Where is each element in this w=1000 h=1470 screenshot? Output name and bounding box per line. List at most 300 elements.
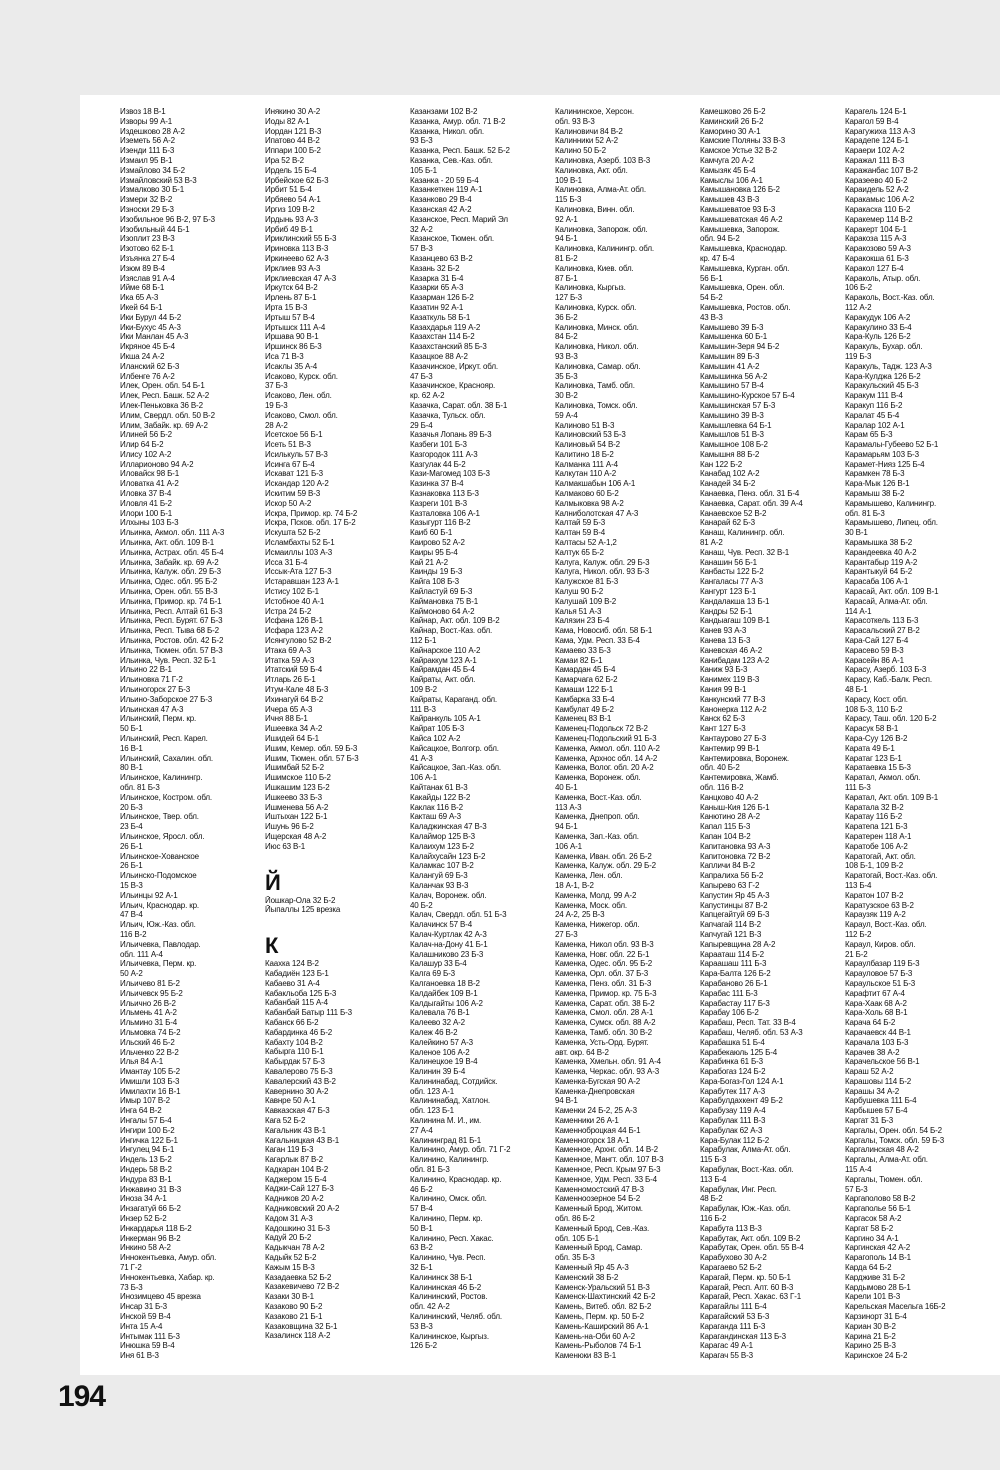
index-entry: Ишимское 110 Б-2 [265,773,331,783]
index-entry: Иркутск 64 В-2 [265,283,318,293]
index-entry: Камышенка 60 Б-1 [700,332,768,342]
index-entry: Калуга, Калуж. обл. 29 Б-3 [555,557,650,567]
index-entry: Каменск-Шахтинский 42 Б-2 [555,1292,656,1302]
index-entry: Каджером 15 Б-4 [265,1174,327,1184]
index-entry: Караидель 52 А-2 [845,185,909,195]
index-entry: Карасай, Акт. обл. 109 В-1 [845,587,939,597]
index-entry: Июс 63 В-1 [265,841,306,851]
index-entry: Инякино 30 А-2 [265,107,321,116]
index-entry: Ильич, Юж.-Каз. обл. [120,920,196,930]
index-entry: Кадников 20 А-2 [265,1194,324,1204]
index-entry: Канютино 28 А-2 [700,812,760,822]
index-entry: Калач-Куртлак 42 А-3 [410,929,487,939]
index-entry: Инга 64 В-2 [120,1106,162,1116]
index-entry: кр. 47 Б-4 [700,253,735,263]
index-entry: Карабаш, Респ. Тат. 33 В-4 [700,1018,796,1028]
index-entry: Караколь, Вост.-Каз. обл. [845,293,935,303]
index-entry: Камаево 33 Б-3 [555,645,611,655]
index-entry: Ильмино 31 Б-4 [120,1018,178,1028]
index-entry: 106 Б-2 [845,283,872,293]
index-entry: 108 Б-1, 109 В-2 [845,861,903,871]
index-entry: Йыпаллы 125 врезка [265,905,341,915]
index-entry: Каинды 19 Б-3 [410,567,463,577]
index-entry: Канева 13 Б-3 [700,636,751,646]
index-entry: Карабогаз 124 Б-2 [700,1067,766,1077]
index-entry: Карасай, Алма-Ат. обл. [845,596,928,606]
index-entry: Кан 122 Б-2 [700,459,743,469]
index-entry: Казадаевка 52 Б-2 [265,1272,332,1282]
index-entry: Калеж 46 В-2 [410,1027,458,1037]
index-entry: обл. 123 Б-1 [410,1106,454,1116]
index-entry: Казанково 29 В-4 [410,195,472,205]
index-entry: Караузяк 119 А-2 [845,910,906,920]
index-entry: Изенди 111 Б-3 [120,146,175,156]
index-entry: Карабулак, Вост.-Каз. обл. [700,1165,794,1175]
index-entry: Каневская 46 А-2 [700,645,762,655]
index-entry: 27 Б-3 [555,929,578,939]
index-entry: Каймоново 64 А-2 [410,606,475,616]
index-entry: 109 В-1 [555,175,582,185]
index-entry: Казгулак 44 Б-2 [410,459,466,469]
index-entry: 115 Б-3 [555,195,582,205]
index-entry: Казанка, Амур. обл. 71 В-2 [410,116,506,126]
index-entry: Ильинка, Респ. Тыва 68 Б-2 [120,626,219,636]
index-entry: Калга 69 Б-3 [410,969,455,979]
index-entry: Казанское, Тюмен. обл. [410,234,495,244]
index-entry: Каменка, Калуж. обл. 29 Б-2 [555,861,656,871]
index-entry: Искушта 52 Б-2 [265,528,321,538]
index-entry: Измайловский 53 В-3 [120,175,197,185]
index-entry: Калиновка, Киев. обл. [555,263,634,273]
index-entry: Калиново 51 В-3 [555,420,615,430]
index-entry: Кабаево 31 А-4 [265,978,320,988]
index-entry: Ильинский, Респ. Карел. [120,734,208,743]
index-entry: Ишкеево 33 Б-3 [265,792,322,802]
index-entry: Иноза 34 А-1 [120,1194,167,1204]
index-entry: 23 Б-4 [120,822,143,832]
index-entry: Каракол 127 Б-4 [845,263,904,273]
index-entry: Калиновка, Алма-Ат. обл. [555,185,646,195]
index-entry: Камышеватое 93 Б-3 [700,204,776,214]
index-entry: Казанское, Респ. Марий Эл [410,214,508,224]
index-entry: Ильинская 47 А-3 [120,704,184,714]
index-entry: 113 Б-4 [700,1174,727,1184]
index-entry: Калач, Свердл. обл. 51 Б-3 [410,910,507,920]
index-entry: Капитановка 93 А-3 [700,841,771,851]
index-entry: Каменка, Одес. обл. 95 Б-2 [555,959,653,969]
index-entry: Калино 50 Б-2 [555,146,606,156]
index-entry: Каргинская 42 А-2 [845,1243,911,1253]
index-entry: Иркинеево 62 А-3 [265,253,329,263]
index-entry: Каменка, Усть-Орд. Бурят. [555,1037,649,1047]
index-entry: Кардымово 28 Б-1 [845,1282,911,1292]
index-entry: Карбушевка 111 Б-4 [845,1096,917,1106]
index-entry: Иртышск 111 А-4 [265,322,326,332]
index-entry: Камышное 108 Б-2 [700,440,768,450]
index-entry: Калитино 18 Б-2 [555,449,614,459]
index-entry: Кабардинка 46 Б-2 [265,1027,333,1037]
index-entry: Каклак 116 В-2 [410,802,463,812]
index-entry: 116 В-2 [120,929,147,939]
index-entry: Казацкое 88 А-2 [410,351,468,361]
index-entry: Казачья Лопань 89 Б-3 [410,430,492,440]
index-entry: Калаймор 125 В-3 [410,831,475,841]
index-entry: Канкунский 77 В-3 [700,694,766,704]
index-entry: Калинино, Перм. кр. [410,1214,483,1224]
index-entry: Калдыгайты 106 А-2 [410,998,483,1008]
index-entry: 63 В-2 [410,1243,433,1253]
index-entry: Иланский 62 Б-3 [120,361,180,371]
index-entry: Калиновка, Тамб. обл. [555,381,635,391]
index-entry: 46 Б-2 [410,1184,433,1194]
index-entry: Калининский, Ростов. [410,1292,488,1302]
index-entry: Калниболотская 47 А-3 [555,508,639,518]
index-entry: Каморино 30 А-1 [700,126,761,136]
index-entry: Ильинка, Орен. обл. 55 В-3 [120,587,218,597]
index-entry: 21 Б-2 [845,949,868,959]
index-entry: Извоз 18 В-1 [120,107,166,116]
index-entry: Ишкашим 123 Б-2 [265,782,330,792]
index-entry: Карина 21 Б-2 [845,1331,896,1341]
index-entry: Имыр 107 В-2 [120,1096,170,1106]
index-entry: Канск 62 Б-3 [700,714,745,724]
index-entry: 127 Б-3 [555,293,582,303]
index-entry: Карда 64 Б-2 [845,1263,892,1273]
index-entry: Ильинское, Твер. обл. [120,812,199,822]
index-entry: Карачев 38 А-2 [845,1047,900,1057]
index-entry: 116 Б-2 [700,1214,727,1224]
index-entry: обл. 81 Б-3 [845,508,885,518]
index-entry: 54 Б-2 [700,293,723,303]
index-entry: 19 Б-3 [265,400,288,410]
index-entry: Каракульский 45 Б-3 [845,381,919,391]
index-entry: Каменка, Пенз. обл. 31 Б-3 [555,978,652,988]
index-entry: Карамалы-Губеево 52 Б-1 [845,440,939,450]
index-column-4 [555,107,695,1361]
index-entry: Каменка, Сумск. обл. 88 А-2 [555,1018,656,1028]
index-entry: Кайранкуль 105 А-1 [410,714,481,724]
index-entry: Ильинка, Тюмен. обл. 57 В-3 [120,645,223,655]
index-entry: Карамыш 38 Б-2 [845,489,905,499]
index-entry: Караульское 51 Б-3 [845,978,916,988]
index-entry: Казачинское, Иркут. обл. [410,361,498,371]
index-entry: Калиновка, Запорож. обл. [555,224,648,234]
index-entry: Ильинский, Перм. кр. [120,714,197,724]
index-entry: Кайга 108 Б-3 [410,577,459,587]
index-entry: Карагужиха 113 А-3 [845,126,916,136]
index-entry: Искор 50 А-2 [265,498,312,508]
index-entry: Кавалерово 75 Б-3 [265,1066,333,1076]
index-entry: Карабулак, Юж.-Каз. обл. [700,1204,791,1214]
index-entry: Карзинорт 31 Б-4 [845,1312,907,1322]
index-entry: Каразеево 40 Б-2 [845,175,908,185]
index-entry: 40 Б-1 [555,782,578,792]
index-entry: Канимех 119 В-3 [700,675,760,685]
index-entry: 93 В-3 [555,351,578,361]
index-entry: Какайды 122 В-2 [410,792,471,802]
index-entry: 16 В-1 [120,743,143,753]
index-entry: Карабаново 26 Б-1 [700,978,768,988]
index-entry: Карамышево, Липец. обл. [845,518,938,528]
index-entry: Калиновский 53 Б-3 [555,430,626,440]
index-entry: Кангурт 123 Б-1 [700,587,757,597]
index-entry: Карабашка 51 Б-4 [700,1037,765,1047]
index-entry: 18 А-1, В-2 [555,880,594,890]
index-entry: Каменка-Днепровская [555,1086,635,1096]
index-entry: Калиновый 54 В-2 [555,440,620,450]
index-entry: Изворы 99 А-1 [120,116,173,126]
index-entry: Калинина М. И., им. [410,1116,482,1126]
index-entry: Иня 61 В-3 [120,1351,159,1361]
index-entry: Итатский 59 Б-4 [265,665,323,675]
index-entry: Ильинское, Яросл. обл. [120,831,205,841]
index-entry: Ильинский, Сахалин. обл. [120,753,213,763]
index-entry: Каменный Брод, Сев.-Каз. [555,1223,650,1233]
index-entry: Казанка, Сев.-Каз. обл. [410,155,493,165]
index-entry: Карагол 59 В-4 [845,116,899,126]
index-entry: Караулбазар 119 Б-3 [845,959,920,969]
index-entry: Канцково 40 А-2 [700,792,759,802]
index-entry: Ильинское, Костром. обл. [120,792,212,802]
index-entry: Карантабыр 119 А-2 [845,557,918,567]
index-entry: Исаково, Лен. обл. [265,391,332,401]
index-entry: Кара-Булак 112 Б-2 [700,1135,770,1145]
index-entry: 112 Б-2 [845,929,872,939]
index-entry: Камень, Витеб. обл. 82 Б-2 [555,1302,652,1312]
index-entry: Калиновка, Кыргыз. [555,283,626,293]
index-entry: Камское Устье 32 В-2 [700,146,777,156]
index-entry: Кавказская 47 Б-3 [265,1106,330,1116]
index-entry: Канаевское 52 В-2 [700,508,767,518]
index-entry: Интымак 111 Б-3 [120,1331,180,1341]
index-entry: Каменка, Лен. обл. [555,871,623,881]
index-entry: кр. 62 А-2 [410,391,445,401]
index-entry: Канибадам 123 А-2 [700,655,770,665]
index-entry: Кайраты, Караганд. обл. [410,694,498,704]
index-entry: Казахстан 114 Б-2 [410,332,475,342]
index-entry: обл. 123 А-1 [410,1086,455,1096]
index-entry: 119 Б-3 [845,351,872,361]
index-entry: Ипатово 44 В-2 [265,136,320,146]
index-entry: Изобильное 96 В-2, 97 Б-3 [120,214,215,224]
index-entry: Кабанбай 115 А-4 [265,998,328,1008]
index-entry: Караш 52 А-2 [845,1067,894,1077]
index-entry: Казаки 30 В-1 [265,1292,314,1302]
index-entry: Илир 64 Б-2 [120,440,164,450]
index-entry: Каринское 24 Б-2 [845,1351,908,1361]
index-entry: Ишим, Тюмен. обл. 57 Б-3 [265,753,359,763]
index-entry: Каменное, Респ. Крым 97 Б-3 [555,1165,661,1175]
index-entry: Карабутак, Акт. обл. 109 В-2 [700,1233,801,1243]
index-entry: Кабахту 104 В-2 [265,1037,323,1047]
index-entry: Кандры 52 Б-1 [700,606,753,616]
index-entry: Кайрат 105 Б-3 [410,724,465,734]
index-entry: Камешково 26 Б-2 [700,107,766,116]
index-entry: Карасево 59 В-3 [845,645,904,655]
index-entry: Кабанбай Батыр 111 Б-3 [265,1008,352,1018]
index-entry: Иссык-Ата 127 Б-3 [265,567,332,577]
index-entry: Калашур 33 Б-4 [410,959,467,969]
index-entry: Карасу, Азерб. 103 Б-3 [845,665,927,675]
index-entry: Исеть 51 В-3 [265,440,311,450]
index-entry: Калеево 32 А-2 [410,1018,465,1028]
index-entry: Капустинцы 87 В-2 [700,900,768,910]
index-entry: Инкино 58 А-2 [120,1243,171,1253]
index-entry: 109 В-2 [410,685,437,695]
index-entry: Карафтит 67 А-4 [845,988,905,998]
index-entry: Каменка-Бугская 90 А-2 [555,1076,641,1086]
index-entry: 41 А-3 [410,753,433,763]
index-entry: Искандар 120 А-2 [265,479,329,489]
index-entry: Калинин 39 Б-4 [410,1067,466,1077]
index-entry: Кама, Удм. Респ. 33 Б-4 [555,636,640,646]
index-entry: Иршава 90 В-1 [265,332,319,342]
index-entry: Карасу, Кост. обл. [845,694,908,704]
index-entry: 35 Б-3 [555,371,578,381]
index-entry: Ильинское, Калинингр. [120,773,203,783]
index-entry: Кандалакша 13 Б-1 [700,596,770,606]
index-entry: Кабадиён 123 Б-1 [265,968,329,978]
index-entry: обл. 93 В-3 [555,116,595,126]
index-entry: Ирта 15 В-3 [265,302,308,312]
index-entry: Калининский, Челяб. обл. [410,1312,502,1322]
index-entry: Кайсацкое, Зап.-Каз. обл. [410,763,501,773]
index-entry: Иордан 121 В-3 [265,126,322,136]
index-entry: Казанка - 20 59 Б-4 [410,175,479,185]
index-entry: Кайнар, Вост.-Каз. обл. [410,626,493,636]
index-entry: Каменка, Воронеж. обл. [555,773,641,783]
index-entry: Капцегайтуй 69 Б-3 [700,910,770,920]
index-entry: Иргиз 109 В-2 [265,204,315,214]
index-entry: Кайса 102 А-2 [410,734,461,743]
index-entry: Карели 101 В-3 [845,1292,901,1302]
index-entry: Капралиха 56 Б-2 [700,871,764,881]
index-entry: Карагай, Перм. кр. 50 Б-1 [700,1272,791,1282]
index-entry: 81 Б-2 [555,253,578,263]
index-entry: Иземеть 56 А-2 [120,136,175,146]
index-entry: 105 Б-1 [410,165,437,175]
index-entry: Иловля 41 Б-2 [120,498,172,508]
index-entry: Ишменева 56 А-2 [265,802,329,812]
index-entry: Камышинка 56 А-2 [700,371,768,381]
index-entry: Истаравшан 123 А-1 [265,577,339,587]
index-entry: Камышевка, Ростов. обл. [700,302,791,312]
index-entry: Каирово 52 А-2 [410,538,465,548]
index-entry: Ильично 26 В-2 [120,998,176,1008]
index-entry: Казахдарья 119 А-2 [410,322,481,332]
index-entry: Кавалерский 43 В-2 [265,1076,336,1086]
index-entry: Ишимбай 52 Б-2 [265,763,324,773]
index-entry: 113 А-3 [555,802,582,812]
index-entry: Каленое 106 А-2 [410,1047,470,1057]
index-entry: Канаш, Чув. Респ. 32 В-1 [700,547,790,557]
index-entry: Издешково 28 А-2 [120,126,185,136]
index-entry: Каракуп 116 Б-2 [845,400,903,410]
index-entry: Камышино-Курское 57 Б-4 [700,391,795,401]
index-entry: Канонерка 112 А-2 [700,704,767,714]
index-entry: 81 А-2 [700,538,723,548]
index-entry: Каратобе 106 А-2 [845,841,908,851]
index-columns [120,107,990,1372]
index-entry: Казталовка 106 А-1 [410,508,480,518]
index-entry: Камаи 82 Б-1 [555,655,603,665]
index-entry: Карааташ 114 Б-2 [700,949,764,959]
index-entry: Кайраккум 123 А-1 [410,655,477,665]
index-entry: Ингулец 94 Б-1 [120,1145,175,1155]
index-entry: Калининабад, Сотдийск. [410,1076,498,1086]
index-entry: Камень-Каширский 86 А-1 [555,1321,649,1331]
index-entry: Калмыковка 98 А-2 [555,498,624,508]
index-entry: Каймановка 75 В-1 [410,596,479,606]
index-entry: Камардан 45 Б-4 [555,665,616,675]
section-gap [265,852,405,860]
index-entry: 40 Б-2 [410,900,433,910]
index-entry: Кара-Мык 126 В-1 [845,479,910,489]
index-entry: Карбышев 57 Б-4 [845,1106,908,1116]
index-entry: Кагальник 43 В-1 [265,1125,326,1135]
index-entry: Ильино-Заборское 27 Б-3 [120,694,213,704]
index-entry: Илек-Пеньковка 36 В-2 [120,400,203,410]
index-entry: Кара-Куль 126 Б-2 [845,332,911,342]
index-entry: Кардживе 31 Б-2 [845,1272,905,1282]
index-entry: Ильинское-Хованское [120,851,199,861]
index-entry: Калининск 38 Б-1 [410,1272,473,1282]
index-entry: Капал 115 Б-3 [700,822,751,832]
index-entry: Камень-на-Оби 60 А-2 [555,1331,635,1341]
index-entry: Илек, Респ. Башк. 52 А-2 [120,391,210,401]
index-entry: Канашин 56 Б-1 [700,557,757,567]
index-entry: Калиновка, Акт. обл. [555,165,628,175]
index-entry: 15 В-3 [120,880,143,890]
index-entry: Каратал, Акмол. обл. [845,773,921,783]
index-entry: 32 А-2 [410,224,433,234]
index-entry: Калининград 81 Б-1 [410,1135,482,1145]
index-column-5 [700,107,840,1361]
index-entry: Калья 51 А-3 [555,606,602,616]
index-entry: Иппари 100 Б-2 [265,146,321,156]
index-entry: Калиновка, Винн. обл. [555,204,635,214]
index-entry: Инской 59 В-4 [120,1312,171,1322]
index-entry: Калачинск 57 В-4 [410,920,472,930]
index-entry: 57 Б-3 [845,1184,868,1194]
index-entry: Каракум 111 В-4 [845,391,903,401]
index-entry: Каракуль, Тадж. 123 А-3 [845,361,932,371]
index-entry: Инжавино 31 В-3 [120,1184,182,1194]
index-entry: Каменка, Акмол. обл. 110 А-2 [555,743,660,753]
index-entry: Карауловое 57 Б-3 [845,969,913,979]
index-entry: Иловатка 41 А-2 [120,479,179,489]
index-entry: Караул, Вост.-Каз. обл. [845,920,927,930]
index-entry: Капан 104 В-2 [700,831,751,841]
index-entry: Каражал 111 В-3 [845,155,905,165]
index-entry: Карельская Масельга 16Б-2 [845,1302,946,1312]
index-entry: Ильинка, Одес. обл. 95 Б-2 [120,577,218,587]
index-entry: Изоплит 23 В-3 [120,234,175,244]
index-entry: Каратепа 121 Б-3 [845,822,908,832]
index-entry: Ильичевка, Перм. кр. [120,959,197,969]
index-entry: 26 Б-1 [120,841,143,851]
index-entry: Казыгурт 116 В-2 [410,518,471,528]
index-entry: Карашовы 114 Б-2 [845,1076,912,1086]
index-entry: 24 А-2, 25 В-3 [555,910,605,920]
index-entry: Инюшка 59 В-4 [120,1341,175,1351]
index-entry: Имишли 103 Б-3 [120,1076,180,1086]
index-entry: Итум-Кале 48 Б-3 [265,685,329,695]
index-entry: Каменка, Примор. кр. 75 Б-3 [555,988,657,998]
index-entry: Какташ 69 А-3 [410,812,461,822]
index-entry: Камышевка, Запорож. [700,224,780,234]
index-entry: Ильичевск 95 Б-2 [120,988,183,998]
